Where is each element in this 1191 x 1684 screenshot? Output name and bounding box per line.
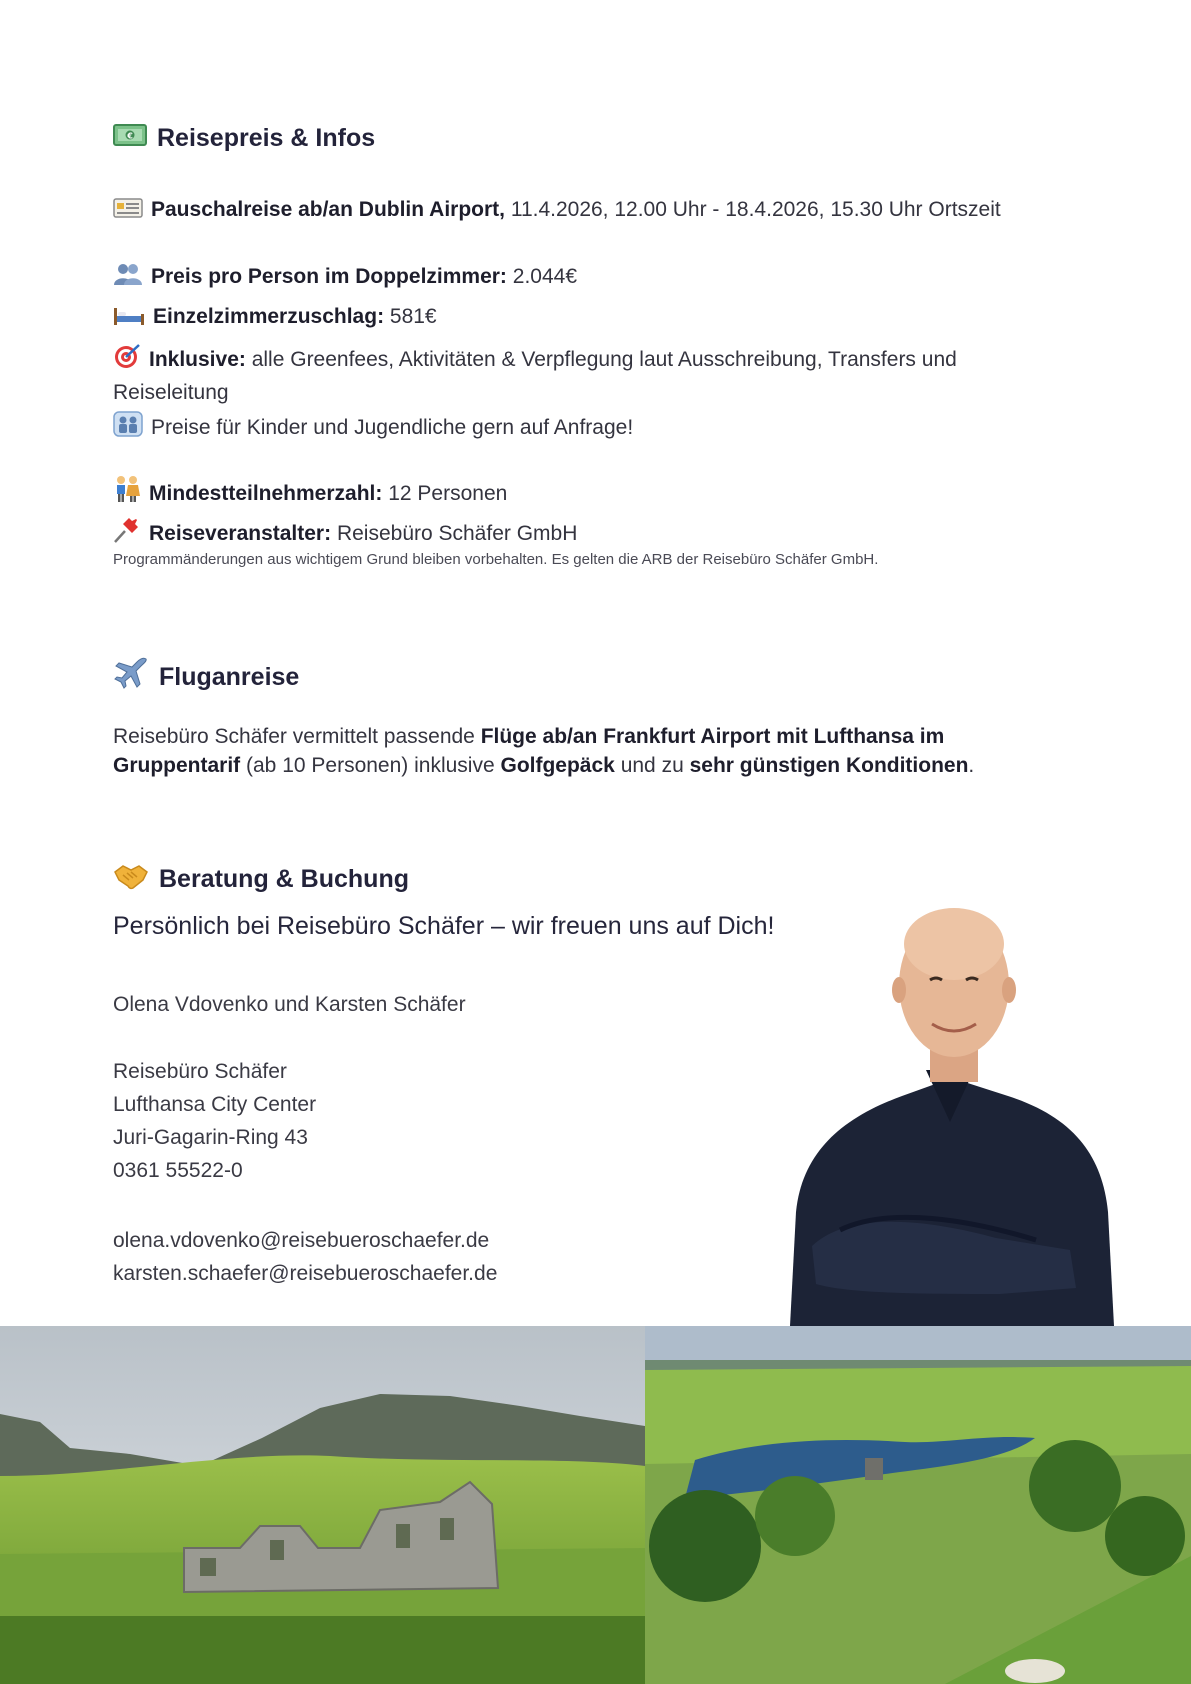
address-line: Lufthansa City Center bbox=[113, 1093, 317, 1116]
contact-names: Olena Vdovenko und Karsten Schäfer bbox=[113, 993, 466, 1016]
organizer-value: Reisebüro Schäfer GmbH bbox=[331, 522, 578, 545]
address-line: Reisebüro Schäfer bbox=[113, 1060, 287, 1083]
flight-text-2: (ab 10 Personen) inklusive bbox=[240, 754, 501, 777]
contact-emails bbox=[113, 1224, 497, 1290]
package-label: Pauschalreise ab/an Dublin Airport, bbox=[151, 198, 505, 221]
disclaimer: Programmänderungen aus wichtigem Grund bleiben vorbehalten. Es gelten die ARB der Reisebüro Schäfer GmbH. bbox=[113, 551, 879, 568]
flight-section-title-text: Fluganreise bbox=[159, 663, 300, 691]
flight-section-title bbox=[113, 656, 299, 699]
svg-text:€: € bbox=[127, 131, 133, 141]
flight-bold-1: Flüge ab/an Frankfurt Airport mit Lufthansa im Gruppentarif bbox=[113, 725, 945, 777]
flight-text-1: Reisebüro Schäfer vermittelt passende bbox=[113, 725, 481, 748]
children-text: Preise für Kinder und Jugendliche gern auf Anfrage! bbox=[151, 416, 634, 439]
price-double-room bbox=[113, 262, 577, 295]
single-room-surcharge bbox=[113, 302, 437, 335]
booking-section-title bbox=[113, 862, 409, 897]
min-value: 12 Personen bbox=[382, 482, 508, 505]
flight-description bbox=[113, 722, 1053, 780]
flight-text-4: . bbox=[968, 754, 975, 777]
price-section-title bbox=[113, 122, 375, 155]
inclusive-label: Inklusive: bbox=[149, 348, 246, 371]
target-icon bbox=[113, 343, 141, 378]
single-value: 581€ bbox=[384, 305, 437, 328]
single-label: Einzelzimmerzuschlag: bbox=[153, 305, 385, 328]
booking-section-title-text: Beratung & Buchung bbox=[159, 865, 409, 893]
phone-number: 0361 55522-0 bbox=[113, 1159, 243, 1182]
family-icon bbox=[113, 411, 143, 446]
email-link[interactable]: olena.vdovenko@reisebueroschaefer.de bbox=[113, 1229, 490, 1252]
bed-icon bbox=[113, 304, 145, 335]
couple-icon bbox=[113, 475, 141, 512]
booking-subtitle: Persönlich bei Reisebüro Schäfer – wir freuen uns auf Dich! bbox=[113, 912, 775, 940]
flight-bold-2: Golfgepäck bbox=[500, 754, 615, 777]
price-section-title-text: Reisepreis & Infos bbox=[157, 124, 376, 152]
airplane-icon bbox=[113, 656, 149, 699]
contact-address bbox=[113, 1055, 316, 1187]
pushpin-icon bbox=[113, 515, 141, 552]
organizer-label: Reiseveranstalter: bbox=[149, 522, 332, 545]
price-value: 2.044€ bbox=[506, 265, 578, 288]
ticket-icon bbox=[113, 197, 143, 228]
inclusive-info bbox=[113, 343, 1053, 408]
money-icon bbox=[113, 122, 147, 155]
lake-castle-photo bbox=[645, 1326, 1191, 1684]
people-icon bbox=[113, 262, 143, 295]
portrait-photo bbox=[790, 890, 1120, 1326]
email-link[interactable]: karsten.schaefer@reisebueroschaefer.de bbox=[113, 1262, 498, 1285]
address-line: Juri-Gagarin-Ring 43 bbox=[113, 1126, 308, 1149]
handshake-icon bbox=[113, 862, 149, 897]
flight-text-3: und zu bbox=[614, 754, 690, 777]
flight-bold-3: sehr günstigen Konditionen bbox=[689, 754, 969, 777]
organizer bbox=[113, 515, 577, 552]
inclusive-text: alle Greenfees, Aktivitäten & Verpflegung laut Ausschreibung, Transfers und Reiseleitung bbox=[113, 348, 957, 404]
children-info bbox=[113, 411, 633, 446]
package-info bbox=[113, 195, 1053, 228]
package-text: 11.4.2026, 12.00 Uhr - 18.4.2026, 15.30 Uhr Ortszeit bbox=[504, 198, 1001, 221]
mountain-ruin-photo bbox=[0, 1326, 645, 1684]
min-participants bbox=[113, 475, 507, 512]
price-label: Preis pro Person im Doppelzimmer: bbox=[151, 265, 507, 288]
min-label: Mindestteilnehmerzahl: bbox=[149, 482, 383, 505]
